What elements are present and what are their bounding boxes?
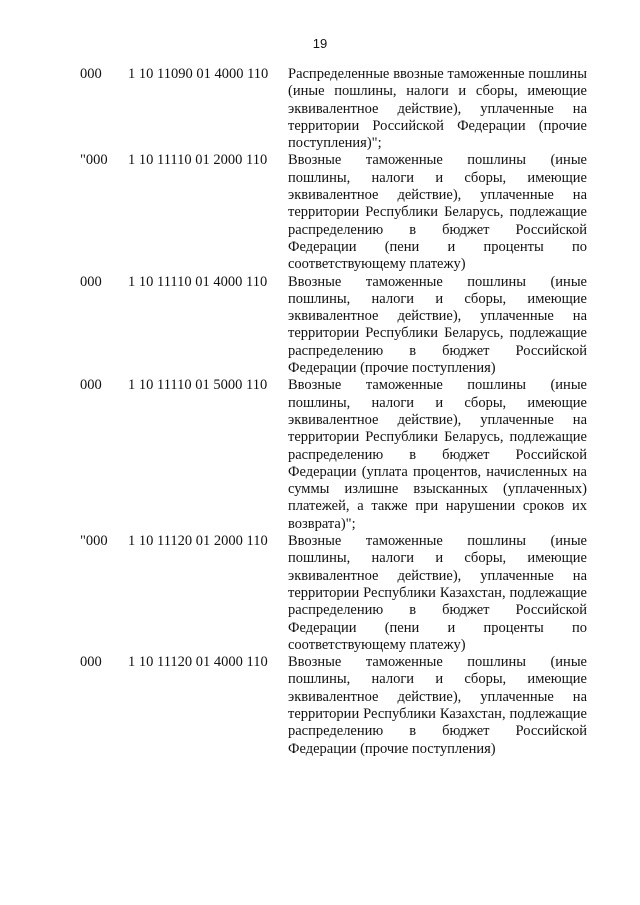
table-row: [0, 152, 640, 273]
description-line: территории Республики Беларусь, подлежащие: [288, 325, 587, 342]
description-line: распределению в бюджет Российской: [288, 602, 587, 619]
description-line: платежей, а также при нарушении сроков их: [288, 498, 587, 515]
description-line: территории Республики Беларусь, подлежащие: [288, 204, 587, 221]
description-line: эквивалентное действие), уплаченные на: [288, 100, 587, 117]
page-number: 19: [312, 36, 328, 51]
description-line: пошлины, налоги и сборы, имеющие: [288, 671, 587, 688]
description-line: эквивалентное действие), уплаченные на: [288, 187, 587, 204]
income-description: [288, 152, 587, 273]
description-line: Федерации (пени и проценты по: [288, 619, 587, 636]
budget-code-table: [0, 66, 640, 758]
description-line: территории Республики Казахстан, подлежащие: [288, 584, 587, 601]
description-line: распределению в бюджет Российской: [288, 446, 587, 463]
income-description: [288, 654, 587, 758]
description-line: Ввозные таможенные пошлины (иные: [288, 152, 587, 169]
description-line: соответствующему платежу): [288, 636, 466, 653]
description-line: Ввозные таможенные пошлины (иные: [288, 654, 587, 671]
admin-code: 000: [80, 66, 102, 82]
description-line: Распределенные ввозные таможенные пошлины: [288, 66, 587, 82]
table-row: [0, 377, 640, 533]
description-line: распределению в бюджет Российской: [288, 221, 587, 238]
description-line: Федерации (прочие поступления): [288, 360, 496, 377]
description-line: Ввозные таможенные пошлины (иные: [288, 377, 587, 394]
description-line: Федерации (прочие поступления): [288, 740, 496, 757]
admin-code: 000: [80, 654, 102, 671]
description-line: пошлины, налоги и сборы, имеющие: [288, 290, 587, 307]
table-row: [0, 274, 640, 378]
description-line: эквивалентное действие), уплаченные на: [288, 308, 587, 325]
description-line: эквивалентное действие), уплаченные на: [288, 688, 587, 705]
income-description: [288, 274, 587, 378]
admin-code: "000: [80, 533, 108, 550]
description-line: соответствующему платежу): [288, 256, 466, 273]
admin-code: 000: [80, 377, 102, 394]
budget-classification-code: 1 10 11110 01 4000 110: [128, 273, 268, 290]
description-line: Ввозные таможенные пошлины (иные: [288, 533, 587, 550]
table-row: [0, 654, 640, 758]
description-line: эквивалентное действие), уплаченные на: [288, 567, 587, 584]
admin-code: "000: [80, 152, 108, 169]
description-line: возврата)";: [288, 515, 356, 532]
description-line: территории Российской Федерации (прочие: [288, 117, 587, 134]
budget-classification-code: 1 10 11120 01 4000 110: [128, 654, 268, 671]
description-line: территории Республики Беларусь, подлежащие: [288, 429, 587, 446]
table-row: [0, 533, 640, 654]
budget-classification-code: 1 10 11110 01 5000 110: [128, 377, 268, 394]
admin-code: 000: [80, 273, 102, 290]
income-description: [288, 66, 587, 152]
description-line: территории Республики Казахстан, подлежащие: [288, 705, 587, 722]
description-line: суммы излишне взысканных (уплаченных): [288, 481, 587, 498]
income-description: [288, 533, 587, 654]
budget-classification-code: 1 10 11110 01 2000 110: [128, 152, 268, 169]
table-row: [0, 66, 640, 152]
description-line: распределению в бюджет Российской: [288, 723, 587, 740]
description-line: Ввозные таможенные пошлины (иные: [288, 273, 587, 290]
description-line: (иные пошлины, налоги и сборы, имеющие: [288, 83, 587, 100]
description-line: пошлины, налоги и сборы, имеющие: [288, 550, 587, 567]
description-line: распределению в бюджет Российской: [288, 342, 587, 359]
budget-classification-code: 1 10 11090 01 4000 110: [128, 66, 269, 82]
description-line: Федерации (уплата процентов, начисленных на: [288, 463, 587, 480]
description-line: пошлины, налоги и сборы, имеющие: [288, 169, 587, 186]
description-line: Федерации (пени и проценты по: [288, 238, 587, 255]
description-line: эквивалентное действие), уплаченные на: [288, 411, 587, 428]
budget-classification-code: 1 10 11120 01 2000 110: [128, 533, 268, 550]
income-description: [288, 377, 587, 533]
description-line: поступления)";: [288, 135, 382, 152]
description-line: пошлины, налоги и сборы, имеющие: [288, 394, 587, 411]
